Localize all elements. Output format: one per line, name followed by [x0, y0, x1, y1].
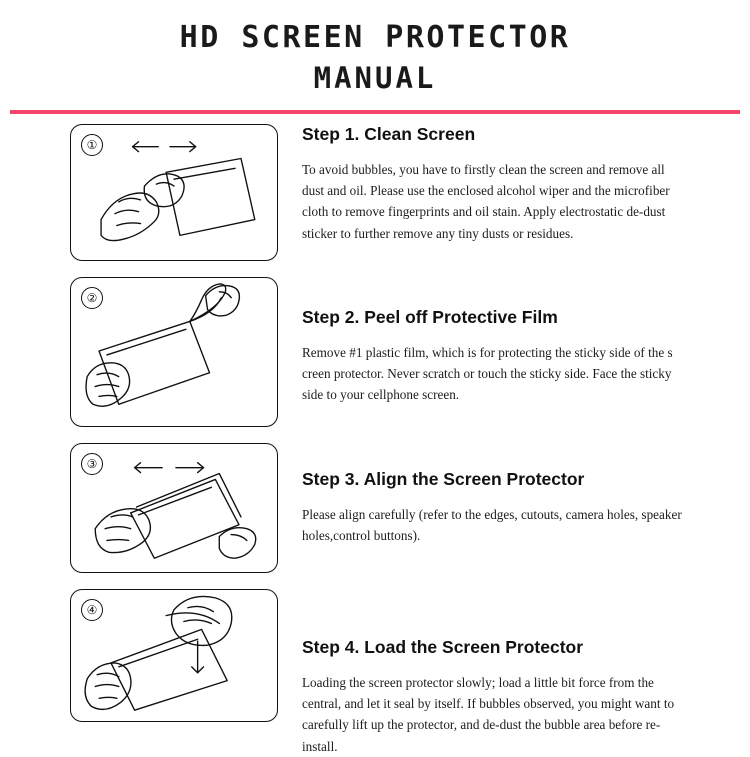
step-item	[12, 589, 738, 757]
illustration-align-protector	[70, 443, 278, 573]
step-badge: ④	[81, 599, 103, 621]
step-text	[278, 277, 738, 406]
step-badge: ②	[81, 287, 103, 309]
step-text	[278, 124, 738, 245]
illustration-load-protector	[70, 589, 278, 722]
page-title-line-1: HD SCREEN PROTECTOR	[179, 20, 571, 55]
step-item	[12, 124, 738, 261]
step-body: Loading the screen protector slowly; load a little bit force from the central, and let it seal by itself. If bubbles observed, you might want to carefully lift up the protector, and de-dust the bubble area before re-install.	[302, 674, 675, 754]
step-heading: Step 4. Load the Screen Protector	[302, 636, 584, 657]
step-heading: Step 2. Peel off Protective Film	[302, 306, 558, 327]
steps-list	[0, 114, 750, 757]
step-item	[12, 277, 738, 427]
step-body: Please align carefully (refer to the edges, cutouts, camera holes, speaker holes,control buttons).	[302, 506, 682, 544]
step-body: Remove #1 plastic film, which is for protecting the sticky side of the s creen protector. Never scratch or touch the sticky side. Face the sticky side to your cellphone screen.	[302, 344, 673, 403]
step-text	[278, 443, 738, 547]
step-item	[12, 443, 738, 573]
illustration-clean-screen	[70, 124, 278, 261]
step-body: To avoid bubbles, you have to firstly clean the screen and remove all dust and oil. Please use the enclosed alcohol wiper and the microfiber cloth to remove fingerprints and oil stain. Apply electrostatic de-dust sticker to further remove any tiny dusts or residues.	[302, 161, 670, 241]
illustration-peel-film	[70, 277, 278, 427]
step-heading: Step 3. Align the Screen Protector	[302, 468, 585, 489]
title-block	[0, 0, 750, 98]
page-title-line-2: MANUAL	[313, 60, 437, 95]
step-badge: ③	[81, 453, 103, 475]
step-badge: ①	[81, 134, 103, 156]
step-heading: Step 1. Clean Screen	[302, 123, 476, 144]
step-text	[278, 589, 738, 757]
